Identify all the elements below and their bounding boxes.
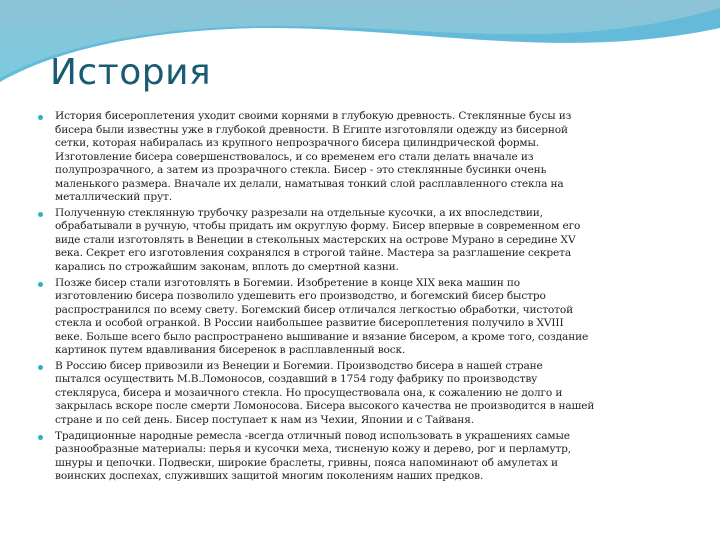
paragraph-line: бисера были известны уже в глубокой древности. В Египте изготовляли одежду из бисерной bbox=[55, 123, 568, 136]
paragraph-line: Полученную стеклянную трубочку разрезали на отдельные кусочки, а их впоследствии, bbox=[55, 206, 543, 219]
paragraph-line: обрабатывали в ручную, чтобы придать им округлую форму. Бисер впервые в современном его bbox=[55, 220, 581, 233]
paragraph-line: закрылась вскоре после смерти Ломоносова. Бисера высокого качества не производится в нашей bbox=[55, 400, 595, 413]
paragraph-line: шнуры и цепочки. Подвески, широкие браслеты, гривны, пояса напоминают об амулетах и bbox=[55, 456, 558, 469]
paragraph-line: История бисероплетения уходит своими корнями в глубокую древность. Стеклянные бусы из bbox=[55, 110, 572, 122]
paragraph-line: металлический прут. bbox=[55, 191, 172, 204]
paragraph-line: воинских доспехах, служивших защитой многим поколениям наших предков. bbox=[55, 470, 484, 483]
paragraph-line: века. Секрет его изготовления сохранялся в строгой тайне. Мастера за разглашение секрета bbox=[55, 247, 572, 260]
paragraph-line: сетки, которая набиралась из крупного непрозрачного бисера цилиндрической формы. bbox=[55, 137, 540, 150]
paragraph-line: Позже бисер стали изготовлять в Богемии. Изобретение в конце XIX века машин по bbox=[55, 276, 520, 289]
paragraph-line: Изготовление бисера совершенствовалось, и со временем его стали делать вначале из bbox=[55, 150, 534, 163]
bullet-paragraph bbox=[38, 277, 708, 358]
slide-title: История bbox=[50, 52, 212, 93]
paragraph-line: виде стали изготовлять в Венеции в стекольных мастерских на острове Мурано в середине XV bbox=[55, 233, 576, 246]
bullet-dot-icon bbox=[38, 435, 43, 440]
paragraph-line: разнообразные материалы: перья и кусочки меха, тисненую кожу и дерево, рог и перламутр, bbox=[55, 443, 571, 456]
paragraph-line: маленького размера. Вначале их делали, наматывая тонкий слой расплавленного стекла на bbox=[55, 177, 564, 190]
bullet-dot-icon bbox=[38, 282, 43, 287]
bullet-list bbox=[38, 110, 708, 486]
paragraph-line: изготовлению бисера позволило удешевить его производство, и богемский бисер быстро bbox=[55, 290, 546, 303]
bullet-paragraph bbox=[38, 110, 708, 205]
paragraph-line: карались по строжайшим законам, вплоть до смертной казни. bbox=[55, 261, 399, 274]
paragraph-line: Традиционные народные ремесла -всегда отличный повод использовать в украшениях самые bbox=[55, 429, 570, 442]
bullet-paragraph bbox=[38, 360, 708, 428]
paragraph-line: В Россию бисер привозили из Венеции и Богемии. Производство бисера в нашей стране bbox=[55, 359, 543, 372]
bullet-dot-icon bbox=[38, 212, 43, 217]
bullet-paragraph bbox=[38, 430, 708, 484]
paragraph-line: веке. Больше всего было распространено вышивание и вязание бисером, а кроме того, создание bbox=[55, 330, 589, 343]
paragraph-line: стекляруса, бисера и мозаичного стекла. Но просуществовала она, к сожалению не долго и bbox=[55, 386, 563, 399]
bullet-dot-icon bbox=[38, 115, 43, 120]
bullet-paragraph bbox=[38, 207, 708, 275]
paragraph-line: стране и по сей день. Бисер поступает к нам из Чехии, Японии и с Тайваня. bbox=[55, 414, 474, 427]
bullet-dot-icon bbox=[38, 365, 43, 370]
paragraph-line: пытался осуществить М.В.Ломоносов, создавший в 1754 году фабрику по производству bbox=[55, 373, 538, 386]
paragraph-line: распространился по всему свету. Богемский бисер отличался легкостью обработки, чистотой bbox=[55, 303, 573, 316]
paragraph-line: картинок путем вдавливания бисеренок в расплавленный воск. bbox=[55, 344, 406, 357]
paragraph-line: стекла и особой огранкой. В России наибольшее развитие бисероплетения получило в XVIII bbox=[55, 317, 564, 330]
paragraph-line: полупрозрачного, а затем из прозрачного стекла. Бисер - это стеклянные бусинки очень bbox=[55, 164, 547, 177]
